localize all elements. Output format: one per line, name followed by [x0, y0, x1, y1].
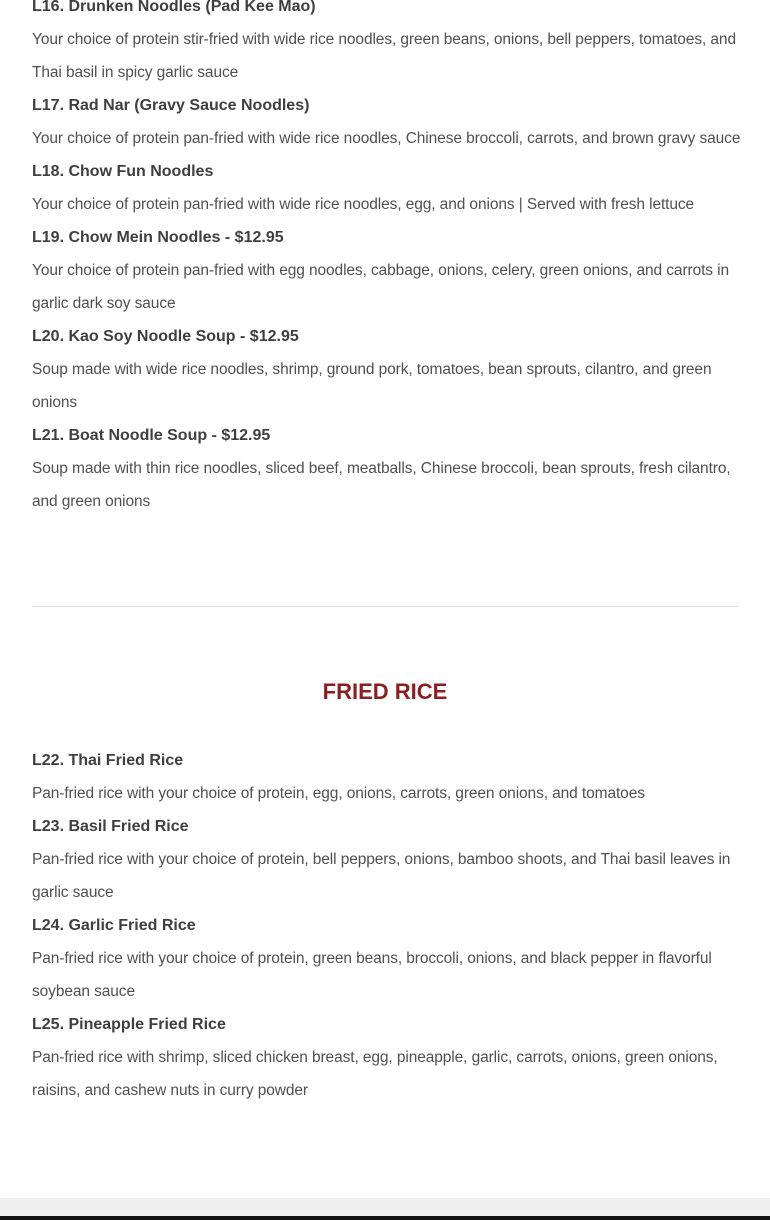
menu-item-title: L17. Rad Nar (Gravy Sauce Noodles) — [32, 97, 310, 114]
noodles-menu-list — [32, 0, 742, 518]
section-divider — [32, 606, 738, 607]
menu-item-title: L16. Drunken Noodles (Pad Kee Mao) — [32, 0, 316, 15]
menu-item-description: Soup made with thin rice noodles, sliced beef, meatballs, Chinese broccoli, bean sprouts, fresh cilantro, and green onions — [32, 460, 731, 510]
menu-item-description: Pan-fried rice with your choice of protein, green beans, broccoli, onions, and black pepper in flavorful soybean sauce — [32, 950, 712, 1000]
menu-item-description: Pan-fried rice with shrimp, sliced chicken breast, egg, pineapple, garlic, carrots, onions, green onions, raisins, and cashew nuts in curry powder — [32, 1049, 718, 1099]
menu-item — [32, 419, 742, 518]
section-heading: FRIED RICE — [322, 679, 448, 704]
fried-rice-menu-list — [32, 744, 742, 1107]
menu-item — [32, 909, 742, 1008]
menu-item-description: Soup made with wide rice noodles, shrimp, ground pork, tomatoes, bean sprouts, cilantro, and green onions — [32, 361, 712, 411]
menu-item — [32, 89, 742, 155]
menu-item-title: L18. Chow Fun Noodles — [32, 163, 214, 180]
menu-item-title: L21. Boat Noodle Soup - $12.95 — [32, 427, 271, 444]
menu-item-description: Your choice of protein pan-fried with wide rice noodles, Chinese broccoli, carrots, and brown gravy sauce — [32, 130, 741, 147]
menu-item-title: L19. Chow Mein Noodles - $12.95 — [32, 229, 284, 246]
menu-item — [32, 744, 742, 810]
menu-item — [32, 1008, 742, 1107]
menu-item-description: Pan-fried rice with your choice of protein, bell peppers, onions, bamboo shoots, and Thai basil leaves in garlic sauce — [32, 851, 731, 901]
menu-item-title: L24. Garlic Fried Rice — [32, 917, 196, 934]
menu-item — [32, 221, 742, 320]
menu-item-description: Your choice of protein pan-fried with wide rice noodles, egg, and onions | Served with fresh lettuce — [32, 196, 695, 213]
menu-item-title: L25. Pineapple Fried Rice — [32, 1016, 226, 1033]
menu-item-title: L20. Kao Soy Noodle Soup - $12.95 — [32, 328, 299, 345]
menu-item-title: L22. Thai Fried Rice — [32, 752, 184, 769]
footer-band — [0, 1198, 770, 1216]
footer-bar — [0, 1216, 770, 1220]
menu-item — [32, 0, 742, 89]
menu-item — [32, 810, 742, 909]
menu-item-title: L23. Basil Fried Rice — [32, 818, 189, 835]
menu-item-description: Your choice of protein stir-fried with wide rice noodles, green beans, onions, bell peppers, tomatoes, and Thai basil in spicy garlic sauce — [32, 31, 736, 81]
menu-item — [32, 155, 742, 221]
menu-item-description: Your choice of protein pan-fried with egg noodles, cabbage, onions, celery, green onions, and carrots in garlic dark soy sauce — [32, 262, 730, 312]
menu-item-description: Pan-fried rice with your choice of protein, egg, onions, carrots, green onions, and tomatoes — [32, 785, 645, 802]
menu-item — [32, 320, 742, 419]
